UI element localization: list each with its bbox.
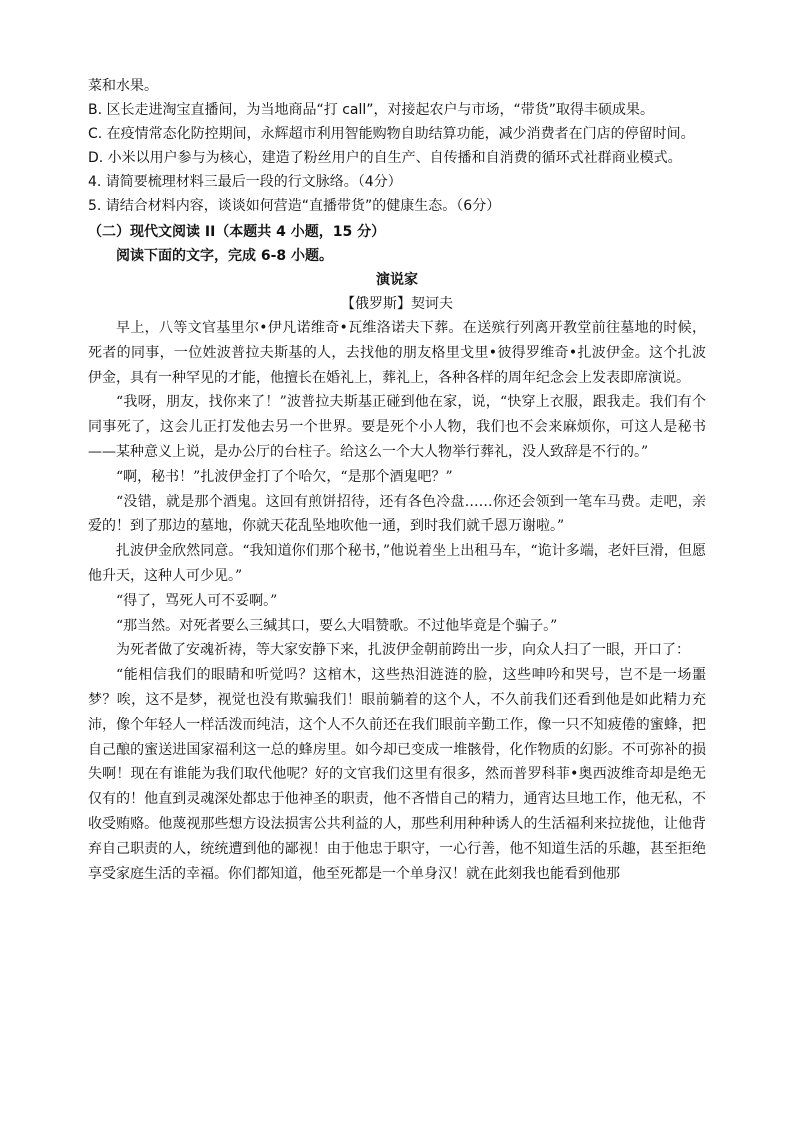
option-b: B. 区长走进淘宝直播间，为当地商品“打 call”，对接起农户与市场，“带货”取得丰硕成果。	[88, 102, 655, 118]
story-paragraph: “没错，就是那个酒鬼。这回有煎饼招待，还有各色冷盘……你还会领到一笔车马费。走吧，亲爱的！到了那边的墓地，你就天花乱坠地吹他一通，到时我们就千恩万谢啦。”	[88, 493, 706, 535]
story-paragraph: 扎波伊金欣然同意。“我知道你们那个秘书，”他说着坐上出租马车，“诡计多端，老奸巨滑，但愿他升天，这种人可少见。”	[88, 543, 706, 584]
option-c: C. 在疫情常态化防控期间，永辉超市利用智能购物自助结算功能，减少消费者在门店的停留时间。	[88, 126, 695, 142]
story-paragraph: 早上，八等文官基里尔•伊凡诺维奇•瓦维洛诺夫下葬。在送殡行列离开教堂前往墓地的时候，死者的同事，一位姓波普拉夫斯基的人，去找他的朋友格里戈里•彼得罗维奇•扎波伊金。这个扎波伊金，具有一种罕见的才能，他擅长在婚礼上，葬礼上，各种各样的周年纪念会上发表即席演说。	[88, 320, 706, 386]
story-author: 【俄罗斯】契诃夫	[341, 296, 453, 312]
text-line: 菜和水果。	[88, 78, 158, 94]
story-paragraph: “能相信我们的眼睛和听觉吗？这棺木，这些热泪涟涟的脸，这些呻吟和哭号，岂不是一场噩梦？唉，这不是梦，视觉也没有欺骗我们！眼前躺着的这个人，不久前我们还看到他是如此精力充沛，像个年轻人一样活泼而纯洁，这个人不久前还在我们眼前辛勤工作，像一只不知疲倦的蜜蜂，把自己酿的蜜送进国家福利这一总的蜂房里。如今却已变成一堆骸骨，化作物质的幻影。不可弥补的损失啊！现在有谁能为我们取代他呢？好的文官我们这里有很多，然而普罗科菲•奥西波维奇却是绝无仅有的！他直到灵魂深处都忠于他神圣的职责，他不吝惜自己的精力，通宵达旦地工作，他无私，不收受贿赂。他蔑视那些想方设法损害公共利益的人，那些利用种种诱人的生活福利来拉拢他，让他背弃自己职责的人，统统遭到他的鄙视！由于他忠于职守，一心行善，他不知道生活的乐趣，甚至拒绝享受家庭生活的幸福。你们都知道，他至死都是一个单身汉！就在此刻我也能看到他那	[88, 667, 706, 882]
question-5: 5. 请结合材料内容，谈谈如何营造“直播带货”的健康生态。（6分）	[88, 198, 501, 214]
story-paragraph: 为死者做了安魂祈祷，等大家安静下来，扎波伊金朝前跨出一步，向众人扫了一眼，开口了：	[116, 642, 690, 659]
section-instruction: 阅读下面的文字，完成 6-8 小题。	[116, 248, 334, 264]
document-page	[88, 74, 706, 886]
story-title: 演说家	[376, 272, 418, 288]
story-paragraph: “啊，秘书！”扎波伊金打了个哈欠，“是那个酒鬼吧？”	[116, 468, 453, 485]
story-paragraph: “得了，骂死人可不妥啊。”	[116, 592, 278, 609]
question-4: 4. 请简要梳理材料三最后一段的行文脉络。（4分）	[88, 174, 402, 190]
story-paragraph: “我呀，朋友，找你来了！”波普拉夫斯基正碰到他在家，说，“快穿上衣服，跟我走。我们有个同事死了，这会儿正打发他去另一个世界。要是死个小人物，我们也不会来麻烦你，可这人是秘书——某种意义上说，是办公厅的台柱子。给这么一个大人物举行葬礼，没人致辞是不行的。”	[88, 394, 706, 460]
story-paragraph: “那当然。对死者要么三缄其口，要么大唱赞歌。不过他毕竟是个骗子。”	[116, 617, 558, 634]
option-d: D. 小米以用户参与为核心，建造了粉丝用户的自生产、自传播和自消费的循环式社群商业模式。	[88, 150, 682, 166]
section-heading: （二）现代文阅读 II（本题共 4 小题，15 分）	[88, 224, 386, 240]
